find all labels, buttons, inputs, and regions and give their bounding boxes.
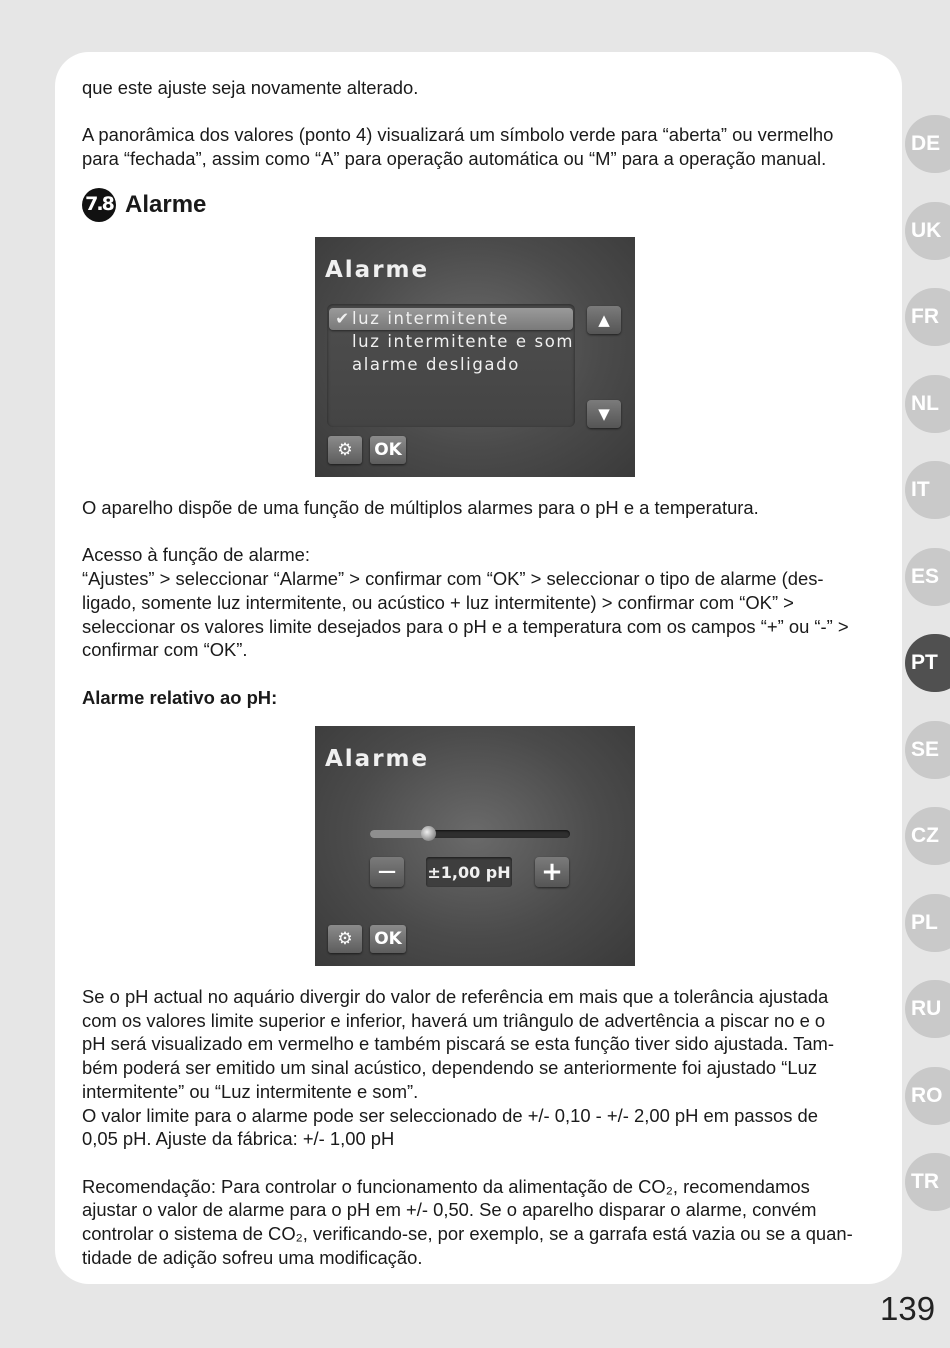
warning-line1: Se o pH actual no aquário divergir do valor de referência em mais que a tolerância ajustada	[82, 986, 829, 1007]
option-luz-intermitente-e-som[interactable]	[329, 331, 574, 353]
option-label: luz intermitente e som	[352, 332, 575, 351]
recommendation-line3: controlar o sistema de CO₂, verificando-se, por exemplo, se a garrafa está vazia ou se a quan-	[82, 1223, 853, 1245]
slider-thumb[interactable]	[421, 826, 436, 841]
minus-button[interactable]	[370, 857, 404, 887]
ok-button[interactable]: OK	[370, 436, 406, 464]
intro-para-line1: A panorâmica dos valores (ponto 4) visualizará um símbolo verde para “aberta” ou vermelho	[82, 124, 834, 146]
body-section-2	[82, 985, 872, 1269]
language-tab-de[interactable]: DE	[905, 115, 950, 173]
access-line3: seleccionar os valores limite desejados para o pH e a temperatura com os campos “+” ou “-” >	[82, 615, 849, 637]
scroll-up-button[interactable]	[587, 306, 621, 334]
scroll-down-button[interactable]	[587, 400, 621, 428]
access-line2: ligado, somente luz intermitente, ou acústico + luz intermitente) > confirmar com “OK” >	[82, 591, 794, 613]
tolerance-slider[interactable]	[370, 830, 570, 838]
language-tab-uk[interactable]: UK	[905, 202, 950, 260]
language-tab-tr[interactable]: TR	[905, 1153, 950, 1211]
recommendation-line2: ajustar o valor de alarme para o pH em +/- 0,50. Se o aparelho disparar o alarme, convém	[82, 1199, 817, 1221]
section-title: Alarme	[125, 190, 207, 218]
ok-button[interactable]: OK	[370, 925, 406, 953]
recommendation-line4: tidade de adição sofreu uma modificação.	[82, 1246, 423, 1268]
minus-icon: −	[376, 857, 398, 887]
section-number-badge: 7.8	[82, 188, 116, 222]
warning-line5: intermitente” ou “Luz intermitente e som”.	[82, 1080, 419, 1102]
option-alarme-desligado[interactable]	[329, 354, 520, 376]
language-tab-ru[interactable]: RU	[905, 980, 950, 1038]
language-tab-cz[interactable]: CZ	[905, 807, 950, 865]
gear-icon: ⚙	[337, 929, 353, 949]
arrow-down-icon: ▼	[598, 405, 610, 423]
plus-icon: +	[541, 857, 563, 887]
language-tab-ro[interactable]: RO	[905, 1067, 950, 1125]
body-section-1	[82, 496, 872, 709]
alarm-type-screen	[315, 237, 635, 477]
check-icon: ✔	[335, 309, 351, 328]
ph-alarm-screen	[315, 726, 635, 966]
alarm-options-list	[327, 304, 575, 427]
settings-button[interactable]	[328, 925, 362, 953]
intro-para-line2: para “fechada”, assim como “A” para operação automática ou “M” para a operação manual.	[82, 148, 827, 170]
option-label: alarme desligado	[352, 355, 520, 374]
screen-title: Alarme	[325, 746, 430, 772]
warning-line3: pH será visualizado em vermelho e também piscará se esta função tiver sido ajustada. Tam-	[82, 1033, 834, 1055]
page-number: 139	[880, 1290, 936, 1327]
screen-title: Alarme	[325, 257, 430, 283]
language-tab-pt[interactable]: PT	[905, 634, 950, 692]
language-tab-nl[interactable]: NL	[905, 375, 950, 433]
language-tab-es[interactable]: ES	[905, 548, 950, 606]
section-heading	[82, 190, 872, 220]
tolerance-value: ±1,00 pH	[426, 857, 512, 887]
limit-line2: 0,05 pH. Ajuste da fábrica: +/- 1,00 pH	[82, 1128, 395, 1150]
access-line1: “Ajustes” > seleccionar “Alarme” > confirmar com “OK” > seleccionar o tipo de alarme (des-	[82, 568, 824, 590]
slider-fill	[370, 830, 428, 838]
warning-line2: com os valores limite superior e inferior, haverá um triângulo de advertência a piscar no e o	[82, 1009, 826, 1031]
language-tab-fr[interactable]: FR	[905, 288, 950, 346]
alarm-intro-text: O aparelho dispõe de uma função de múltiplos alarmes para o pH e a temperatura.	[82, 497, 759, 518]
page-content	[82, 76, 872, 220]
language-tab-se[interactable]: SE	[905, 721, 950, 779]
language-tab-it[interactable]: IT	[905, 461, 950, 519]
ph-alarm-heading: Alarme relativo ao pH:	[82, 686, 278, 708]
warning-line4: bém poderá ser emitido um sinal acústico, dependendo se anteriormente foi ajustado “Luz	[82, 1057, 818, 1079]
limit-line1: O valor limite para o alarme pode ser seleccionado de +/- 0,10 - +/- 2,00 pH em passos de	[82, 1104, 819, 1126]
language-tab-pl[interactable]: PL	[905, 894, 950, 952]
plus-button[interactable]	[535, 857, 569, 887]
arrow-up-icon: ▲	[598, 311, 610, 329]
recommendation-line1: Recomendação: Para controlar o funcionamento da alimentação de CO₂, recomendamos	[82, 1175, 810, 1197]
option-luz-intermitente[interactable]	[329, 308, 573, 330]
gear-icon: ⚙	[337, 440, 353, 460]
settings-button[interactable]	[328, 436, 362, 464]
intro-line: que este ajuste seja novamente alterado.	[82, 77, 419, 98]
access-line4: confirmar com “OK”.	[82, 639, 248, 661]
option-label: luz intermitente	[352, 309, 510, 328]
access-title: Acesso à função de alarme:	[82, 544, 310, 566]
